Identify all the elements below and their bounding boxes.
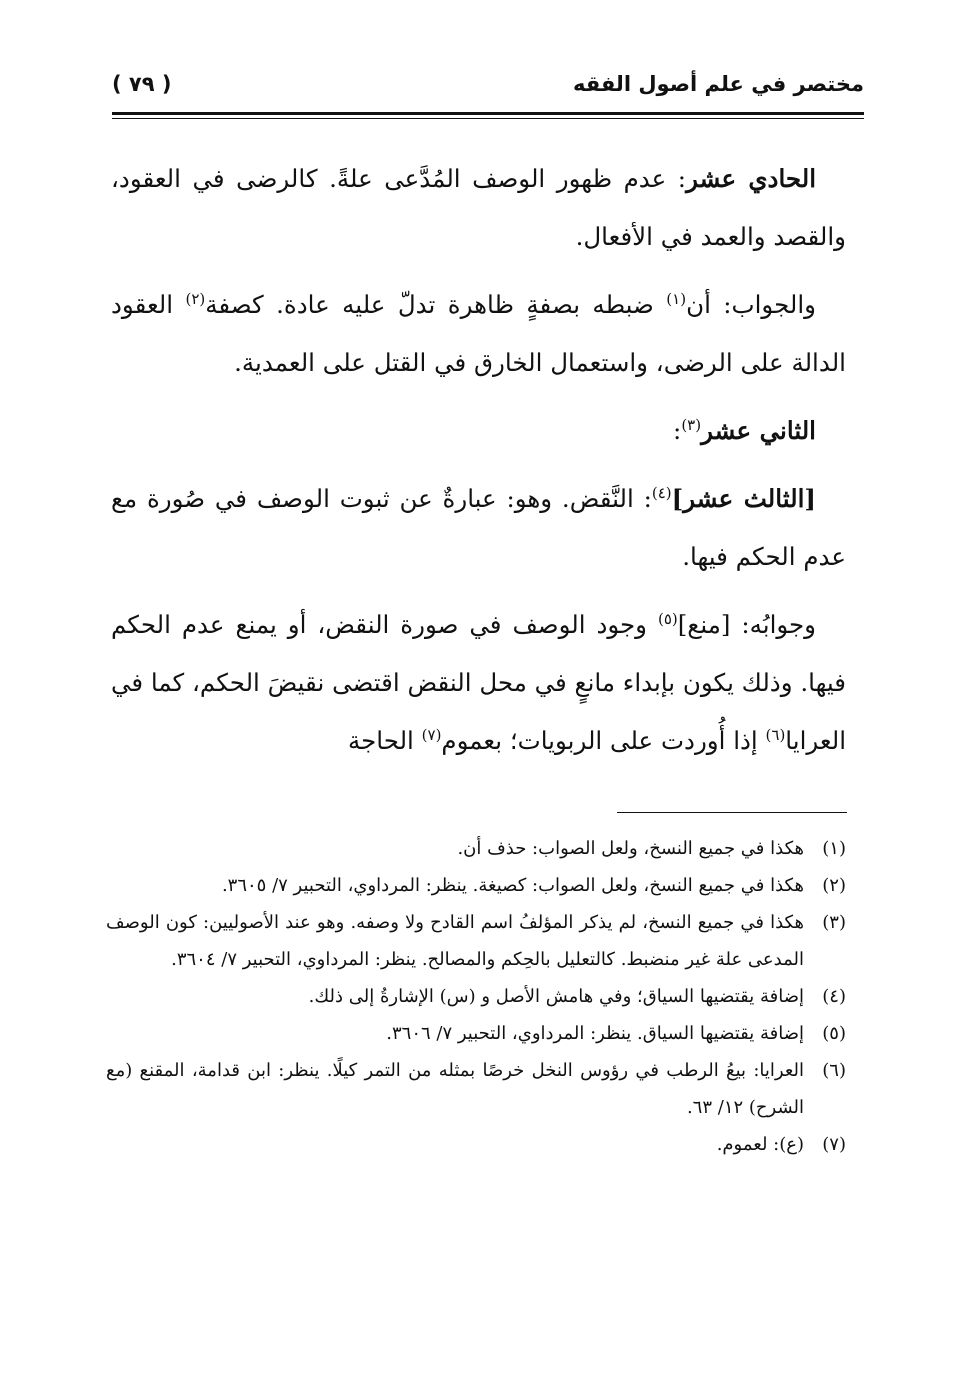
header-rule-thick (112, 112, 864, 115)
footnote-ref: (٧) (421, 725, 442, 744)
footnote (106, 867, 846, 904)
paragraph-eleventh (111, 150, 846, 266)
footnote-number: (٤) (822, 986, 846, 1007)
paragraph-text: الحاجة (348, 726, 422, 755)
page-number: ( ٧٩ ) (112, 72, 172, 96)
footnote-ref: (٦) (765, 725, 786, 744)
footnote-number: (٢) (822, 875, 846, 896)
footnote-separator (617, 812, 847, 813)
footnote-text: إضافة يقتضيها السياق. ينظر: المرداوي، التحبير ٧/ ٣٦٠٦. (386, 1023, 804, 1044)
paragraph-text: : النَّقض. وهو: عبارةٌ عن ثبوت الوصف في صُورة مع عدم الحكم فيها. (111, 484, 846, 571)
paragraph-text: والجواب: أن (686, 290, 817, 319)
footnote (106, 1052, 846, 1126)
footnote-ref: (١) (666, 289, 687, 308)
footnote-text: هكذا في جميع النسخ، ولعل الصواب: حذف أن. (457, 838, 804, 859)
term-heading: الحادي عشر (686, 164, 816, 193)
footnote-number: (٥) (822, 1023, 846, 1044)
footnote (106, 830, 846, 867)
footnotes (106, 830, 846, 1163)
term-heading: [الثالث عشر] (671, 484, 816, 513)
book-title: مختصر في علم أصول الفقه (572, 72, 864, 96)
paragraph-text: وجود الوصف في صورة النقض، أو يمنع عدم الحكم فيها. وذلك يكون بإبداء مانعٍ في محل النقض اقتضى نقيضَ الحكم، كما في العرايا (111, 610, 846, 755)
paragraph-answer-2 (111, 596, 846, 770)
footnote-number: (١) (822, 838, 846, 859)
paragraph-text: : عدم ظهور الوصف المُدَّعى علةً. كالرضى في العقود، والقصد والعمد في الأفعال. (111, 164, 846, 251)
paragraph-text: ضبطه بصفةٍ ظاهرة تدلّ عليه عادة. كصفة (205, 290, 667, 319)
footnote (106, 904, 846, 978)
footnote (106, 1126, 846, 1163)
main-text (111, 150, 846, 770)
paragraph-text: العقود الدالة على الرضى، واستعمال الخارق في القتل على العمدية. (111, 290, 846, 377)
footnote-text: هكذا في جميع النسخ، لم يذكر المؤلفُ اسم القادح ولا وصفه. وهو عند الأصوليين: كون الوصف المدعى علة غير منضبط. كالتعليل بالحِكم والمصالح. ينظر: المرداوي، التحبير ٧/ ٣٦٠٤. (106, 912, 804, 970)
footnote-ref: (٥) (657, 609, 678, 628)
footnote-text: (ع): لعموم. (716, 1134, 804, 1155)
header-rule-thin (112, 118, 864, 119)
term-heading: الثاني عشر (701, 416, 816, 445)
footnote-number: (٦) (822, 1060, 846, 1081)
footnote-ref: (٤) (651, 483, 672, 502)
footnote-number: (٧) (822, 1134, 846, 1155)
footnote-number: (٣) (822, 912, 846, 933)
page-header (112, 72, 864, 108)
footnote-ref: (٢) (185, 289, 206, 308)
footnote-text: هكذا في جميع النسخ، ولعل الصواب: كصيغة. ينظر: المرداوي، التحبير ٧/ ٣٦٠٥. (221, 875, 804, 896)
paragraph-text: إذا أُوردت على الربويات؛ بعموم (441, 726, 766, 755)
footnote-text: إضافة يقتضيها السياق؛ وفي هامش الأصل و (س) الإشارةُ إلى ذلك. (308, 986, 804, 1007)
footnote-text: العرايا: بيعُ الرطب في رؤوس النخل خرصًا بمثله من التمر كيلًا. ينظر: ابن قدامة، المقنع (مع الشرح) ١٢/ ٦٣. (106, 1060, 804, 1118)
paragraph-text: وجوابُه: [منع] (677, 610, 817, 639)
paragraph-thirteenth (111, 470, 846, 586)
footnote-ref: (٣) (681, 415, 702, 434)
footnote (106, 978, 846, 1015)
paragraph-answer-1 (111, 276, 846, 392)
paragraph-twelfth (111, 402, 846, 460)
footnote (106, 1015, 846, 1052)
paragraph-text: : (673, 416, 682, 445)
